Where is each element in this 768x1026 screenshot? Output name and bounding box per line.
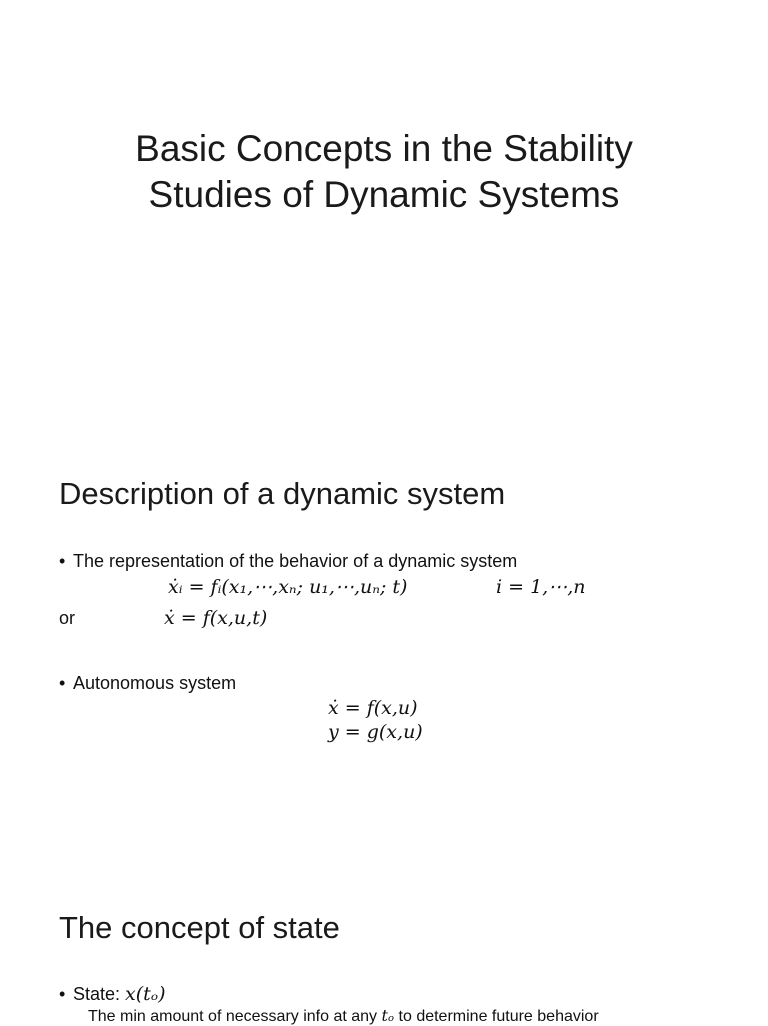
or-label: or: [59, 608, 76, 628]
bullet-dot: •: [59, 984, 66, 1004]
section-heading-state: The concept of state: [59, 910, 340, 945]
bullet-dot: •: [59, 673, 66, 693]
equation-component-form: ẋᵢ = fᵢ(x₁,⋯,xₙ; u₁,⋯,uₙ; t): [168, 576, 408, 598]
bullet-state-prefix: State:: [73, 984, 126, 1004]
state-definition-end: to determine future behavior: [394, 1008, 599, 1025]
bullet-representation-text: The representation of the behavior of a dynamic system: [73, 551, 518, 571]
equation-state: ẋ = f(x,u): [328, 697, 418, 719]
title-line-2: Studies of Dynamic Systems: [148, 174, 620, 215]
equation-index-range: i = 1,⋯,n: [496, 576, 586, 598]
title-line-1: Basic Concepts in the Stability: [135, 128, 633, 169]
state-definition: [88, 1006, 599, 1026]
bullet-representation: [59, 551, 517, 572]
bullet-state: [59, 983, 166, 1005]
equation-output: y = g(x,u): [328, 721, 423, 743]
bullet-autonomous-text: Autonomous system: [73, 673, 237, 693]
slide-title: [0, 126, 768, 218]
equation-vector-form: ẋ = f(x,u,t): [164, 607, 268, 629]
bullet-autonomous: [59, 673, 236, 694]
state-definition-math: tₒ: [381, 1006, 395, 1025]
state-definition-start: The min amount of necessary info at any: [88, 1008, 382, 1025]
state-math: x(tₒ): [125, 983, 166, 1005]
section-heading-description: Description of a dynamic system: [59, 476, 506, 511]
bullet-dot: •: [59, 551, 66, 571]
